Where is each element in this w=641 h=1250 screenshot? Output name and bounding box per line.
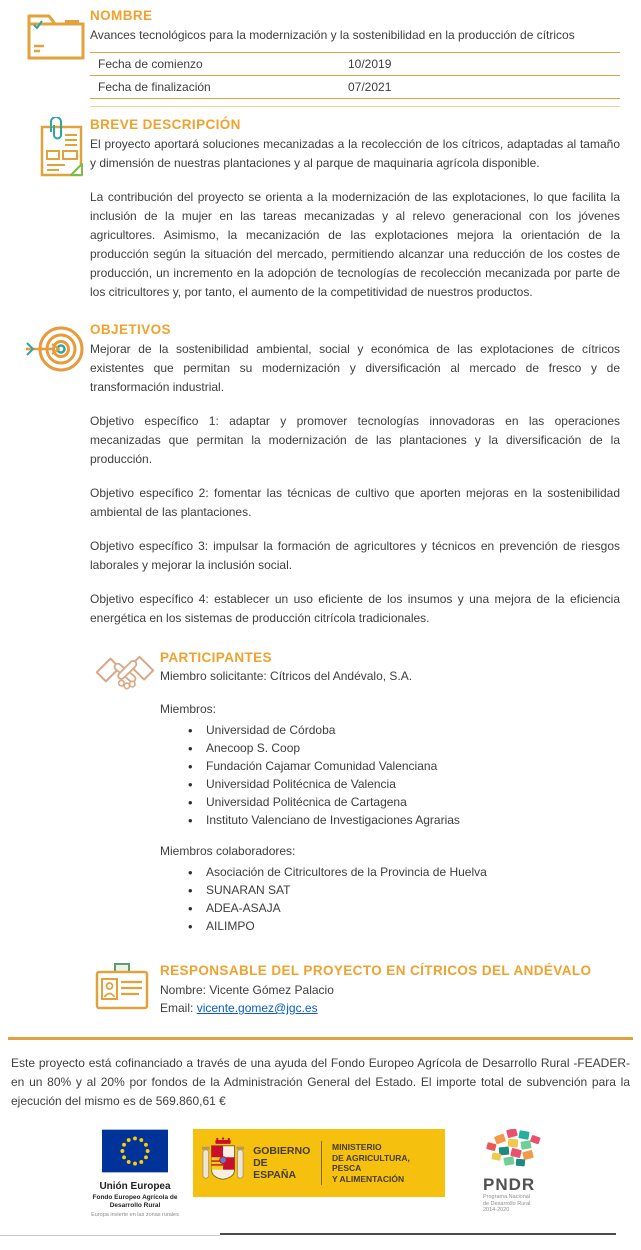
logos-row <box>85 1129 641 1219</box>
section-icon-wrap <box>25 8 90 107</box>
pndr-logo <box>473 1129 593 1214</box>
eu-logo-tagline: Europa invierte en las zonas rurales <box>91 1212 179 1218</box>
list-item: • Anecoop S. Coop <box>186 740 620 757</box>
email-link[interactable]: vicente.gomez@jgc.es <box>196 1001 318 1015</box>
eu-logo-title: Unión Europea <box>99 1181 171 1192</box>
divider-dark-segment <box>220 1233 616 1236</box>
list-item: • Universidad Politécnica de Valencia <box>186 776 620 793</box>
section-icon-wrap <box>95 650 160 949</box>
paragraph: Objetivo específico 1: adaptar y promover tecnologías innovadoras en las operaciones mecanizadas que permitan la modernización de las plantaciones y la diversificación de la producción. <box>90 414 620 466</box>
list-item: • Instituto Valenciano de Investigaciones Agrarias <box>186 812 620 829</box>
eu-logo <box>85 1129 185 1219</box>
section-title-breve-descripcion: BREVE DESCRIPCIÓN <box>90 117 241 132</box>
members-label: Miembros: <box>160 702 217 716</box>
paragraph: El proyecto aportará soluciones mecanizadas a la recolección de los cítricos, adaptadas al tamaño y dimensión de nuestras plantaciones y al parque de maquinaria agrícola disponible. <box>90 137 620 170</box>
section-responsable <box>0 963 641 1017</box>
gobierno-line1: GOBIERNO <box>253 1145 311 1157</box>
table-row <box>90 52 620 75</box>
paragraph: Objetivo específico 3: impulsar la formación de agricultores y técnicos en prevención de riesgos laborales y mejorar la inclusión social. <box>90 539 620 572</box>
collaborators-label: Miembros colaboradores: <box>160 844 296 858</box>
gobierno-line2: DE ESPAÑA <box>253 1157 297 1181</box>
paperclip-document-icon <box>38 117 86 181</box>
section-icon-wrap <box>25 322 90 628</box>
responsable-name-line <box>160 981 620 999</box>
document-page <box>0 8 641 1250</box>
section-title-participantes: PARTICIPANTES <box>160 650 272 665</box>
section-icon-wrap <box>38 117 90 302</box>
paragraph: La contribución del proyecto se orienta a la modernización de las explotaciones, lo que facilita la inclusión de la mujer en las tareas mecanizadas y al relevo generacional con los jóvenes agricultores. Asimismo, la mecanización de las explotaciones mejora la orientación de la producción según la situación del mercado, permitiendo alcanzar una reducción de los costes de producción, un incremento en la adopción de tecnologías de recolección mecanizada por parte de los citricultores y, por tanto, el aumento de la competitividad de nuestros productos. <box>90 190 620 299</box>
bottom-divider <box>0 1233 641 1236</box>
handshake-icon <box>95 650 155 700</box>
section-title-responsable: RESPONSABLE DEL PROYECTO EN CÍTRICOS DEL ANDÉVALO <box>160 963 592 978</box>
name-label: Nombre: <box>160 983 207 997</box>
section-objetivos <box>0 322 641 628</box>
pndr-years: 2014-2020 <box>483 1207 510 1213</box>
members-list <box>160 722 620 829</box>
section-title-nombre: NOMBRE <box>90 8 153 23</box>
gov-divider <box>321 1141 322 1185</box>
gobierno-text <box>253 1145 311 1181</box>
funding-statement: Este proyecto está cofinanciado a través de una ayuda del Fondo Europeo Agrícola de Desarrollo Rural -FEADER- en un 80% y al 20% por fondos de la Administración General del Estado. El importe total de subvención para la ejecución del mismo es de 569.860,61 € <box>11 1056 630 1108</box>
list-item: • Fundación Cajamar Comunidad Valenciana <box>186 758 620 775</box>
list-item: • Universidad de Córdoba <box>186 722 620 739</box>
spain-coat-of-arms-icon <box>201 1136 245 1190</box>
table-row <box>90 75 620 98</box>
section-breve-descripcion <box>0 117 641 302</box>
pndr-subtitle2: de Desarrollo Rural <box>483 1200 531 1207</box>
section-participantes <box>0 650 641 949</box>
folder-icon <box>25 8 87 64</box>
eu-flag-icon <box>102 1129 168 1173</box>
table-label: Fecha de comienzo <box>98 57 203 71</box>
table-value: 10/2019 <box>348 57 392 71</box>
paragraph: Objetivo específico 4: establecer un uso eficiente de los insumos y una mejora de la eficiencia energética en los sistemas de producción citrícola tradicionales. <box>90 592 620 625</box>
gobierno-espana-logo <box>193 1129 445 1197</box>
list-item: • AILIMPO <box>186 918 620 935</box>
eu-logo-subtitle: Fondo Europeo Agrícola de Desarrollo Rural <box>92 1194 178 1209</box>
table-value: 07/2021 <box>348 80 392 94</box>
ministerio-line1: MINISTERIO <box>332 1142 382 1152</box>
list-item: • ADEA-ASAJA <box>186 900 620 917</box>
list-item: • Asociación de Citricultores de la Provincia de Huelva <box>186 864 620 881</box>
responsable-name: Vicente Gómez Palacio <box>209 983 334 997</box>
id-card-icon <box>95 963 149 1011</box>
list-item: • Universidad Politécnica de Cartagena <box>186 794 620 811</box>
ministerio-line2: DE AGRICULTURA, PESCA <box>332 1152 410 1173</box>
pndr-acronym: PNDR <box>483 1175 536 1194</box>
divider-light-segment <box>0 1235 220 1236</box>
table-underline <box>90 106 620 107</box>
table-label: Fecha de finalización <box>98 80 211 94</box>
paragraph: Mejorar de la sostenibilidad ambiental, social y económica de las explotaciones de cítricos existentes que permitan su modernización y diversificación al mercado de fresco y de transformación industrial. <box>90 342 620 394</box>
member-solicitante: Miembro solicitante: Cítricos del Andévalo, S.A. <box>160 669 413 683</box>
dates-table <box>90 52 620 99</box>
ministerio-line3: Y ALIMENTACIÓN <box>332 1173 405 1184</box>
collaborators-list <box>160 864 620 935</box>
responsable-email-line <box>160 999 620 1017</box>
pndr-subtitle1: Programa Nacional <box>483 1194 531 1200</box>
section-icon-wrap <box>95 963 160 1017</box>
divider-orange-rule <box>8 1037 633 1040</box>
section-title-objetivos: OBJETIVOS <box>90 322 171 337</box>
target-icon <box>25 322 87 378</box>
section-nombre <box>0 8 641 107</box>
paragraph: Objetivo específico 2: fomentar las técnicas de cultivo que aporten mejoras en la sostenibilidad ambiental de las plantaciones. <box>90 486 620 519</box>
email-label: Email: <box>160 1001 194 1015</box>
list-item: • SUNARAN SAT <box>186 882 620 899</box>
ministerio-text <box>332 1142 437 1184</box>
pndr-mosaic-icon <box>483 1129 547 1171</box>
project-name: Avances tecnológicos para la modernización y la sostenibilidad en la producción de cítricos <box>90 28 575 42</box>
